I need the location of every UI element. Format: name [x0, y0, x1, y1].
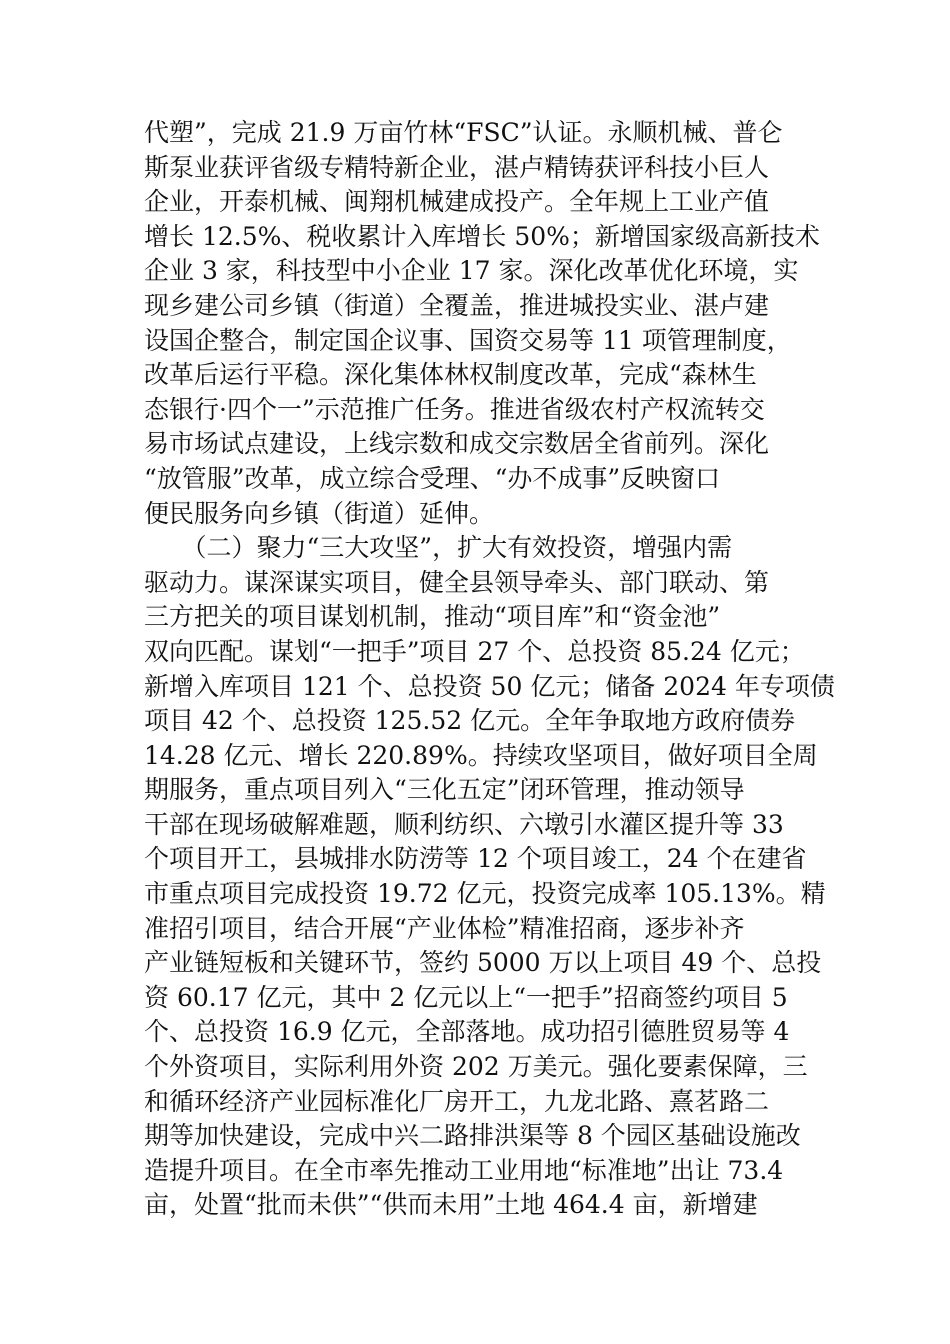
text-line: 增长 12.5%、税收累计入库增长 50%；新增国家级高新技术 [144, 221, 820, 251]
text-line: 代塑”，完成 21.9 万亩竹林“FSC”认证。永顺机械、普仑 [144, 118, 783, 147]
text-line: 企业，开泰机械、闽翔机械建成投产。全年规上工业产值 [144, 187, 770, 217]
text-line: 三方把关的项目谋划机制，推动“项目库”和“资金池” [144, 602, 721, 632]
text-line: 改革后运行平稳。深化集体林权制度改革，完成“森林生 [144, 360, 757, 390]
text-line: “放管服”改革，成立综合受理、“办不成事”反映窗口 [144, 463, 721, 493]
text-line: 驱动力。谋深谋实项目，健全县领导牵头、部门联动、第 [144, 567, 770, 597]
text-line: 期服务，重点项目列入“三化五定”闭环管理，推动领导 [144, 775, 745, 805]
text-line: 个外资项目，实际利用外资 202 万美元。强化要素保障，三 [144, 1052, 808, 1082]
text-line: 设国企整合，制定国企议事、国资交易等 11 项管理制度， [144, 325, 792, 355]
text-line: 产业链短板和关键环节，签约 5000 万以上项目 49 个、总投 [144, 948, 822, 978]
text-line: 个项目开工，县城排水防涝等 12 个项目竣工，24 个在建省 [144, 844, 807, 874]
text-line: 期等加快建设，完成中兴二路排洪渠等 8 个园区基础设施改 [144, 1121, 801, 1151]
text-line: 个、总投资 16.9 亿元，全部落地。成功招引德胜贸易等 4 [144, 1017, 790, 1047]
text-line: 现乡建公司乡镇（街道）全覆盖，推进城投实业、湛卢建 [144, 290, 770, 320]
text-line: 易市场试点建设，上线宗数和成交宗数居全省前列。深化 [144, 429, 770, 459]
text-line: 造提升项目。在全市率先推动工业用地“标准地”出让 73.4 [144, 1155, 784, 1185]
text-line: 便民服务向乡镇（街道）延伸。 [144, 498, 495, 528]
text-line: 市重点项目完成投资 19.72 亿元，投资完成率 105.13%。精 [144, 879, 826, 909]
text-line: 和循环经济产业园标准化厂房开工，九龙北路、熹茗路二 [144, 1086, 770, 1116]
text-line: 斯泵业获评省级专精特新企业，湛卢精铸获评科技小巨人 [144, 152, 770, 182]
text-line: 项目 42 个、总投资 125.52 亿元。全年争取地方政府债券 [144, 706, 796, 736]
text-line: 资 60.17 亿元，其中 2 亿元以上“一把手”招商签约项目 5 [144, 982, 788, 1012]
text-line: 新增入库项目 121 个、总投资 50 亿元；储备 2024 年专项债 [144, 671, 835, 701]
text-line: 14.28 亿元、增长 220.89%。持续攻坚项目，做好项目全周 [144, 740, 818, 770]
text-line: 态银行·四个一”示范推广任务。推进省级农村产权流转交 [144, 394, 765, 424]
text-line: 亩，处置“批而未供”“供而未用”土地 464.4 亩，新增建 [144, 1190, 758, 1220]
text-line: 干部在现场破解难题，顺利纺织、六墩引水灌区提升等 33 [144, 809, 784, 839]
section-heading-line: （二）聚力“三大攻坚”，扩大有效投资，增强内需 [144, 533, 733, 563]
body-text [144, 116, 844, 1223]
text-line: 企业 3 家，科技型中小企业 17 家。深化改革优化环境，实 [144, 256, 799, 286]
text-line: 双向匹配。谋划“一把手”项目 27 个、总投资 85.24 亿元； [144, 636, 805, 666]
text-line: 准招引项目，结合开展“产业体检”精准招商，逐步补齐 [144, 913, 745, 943]
